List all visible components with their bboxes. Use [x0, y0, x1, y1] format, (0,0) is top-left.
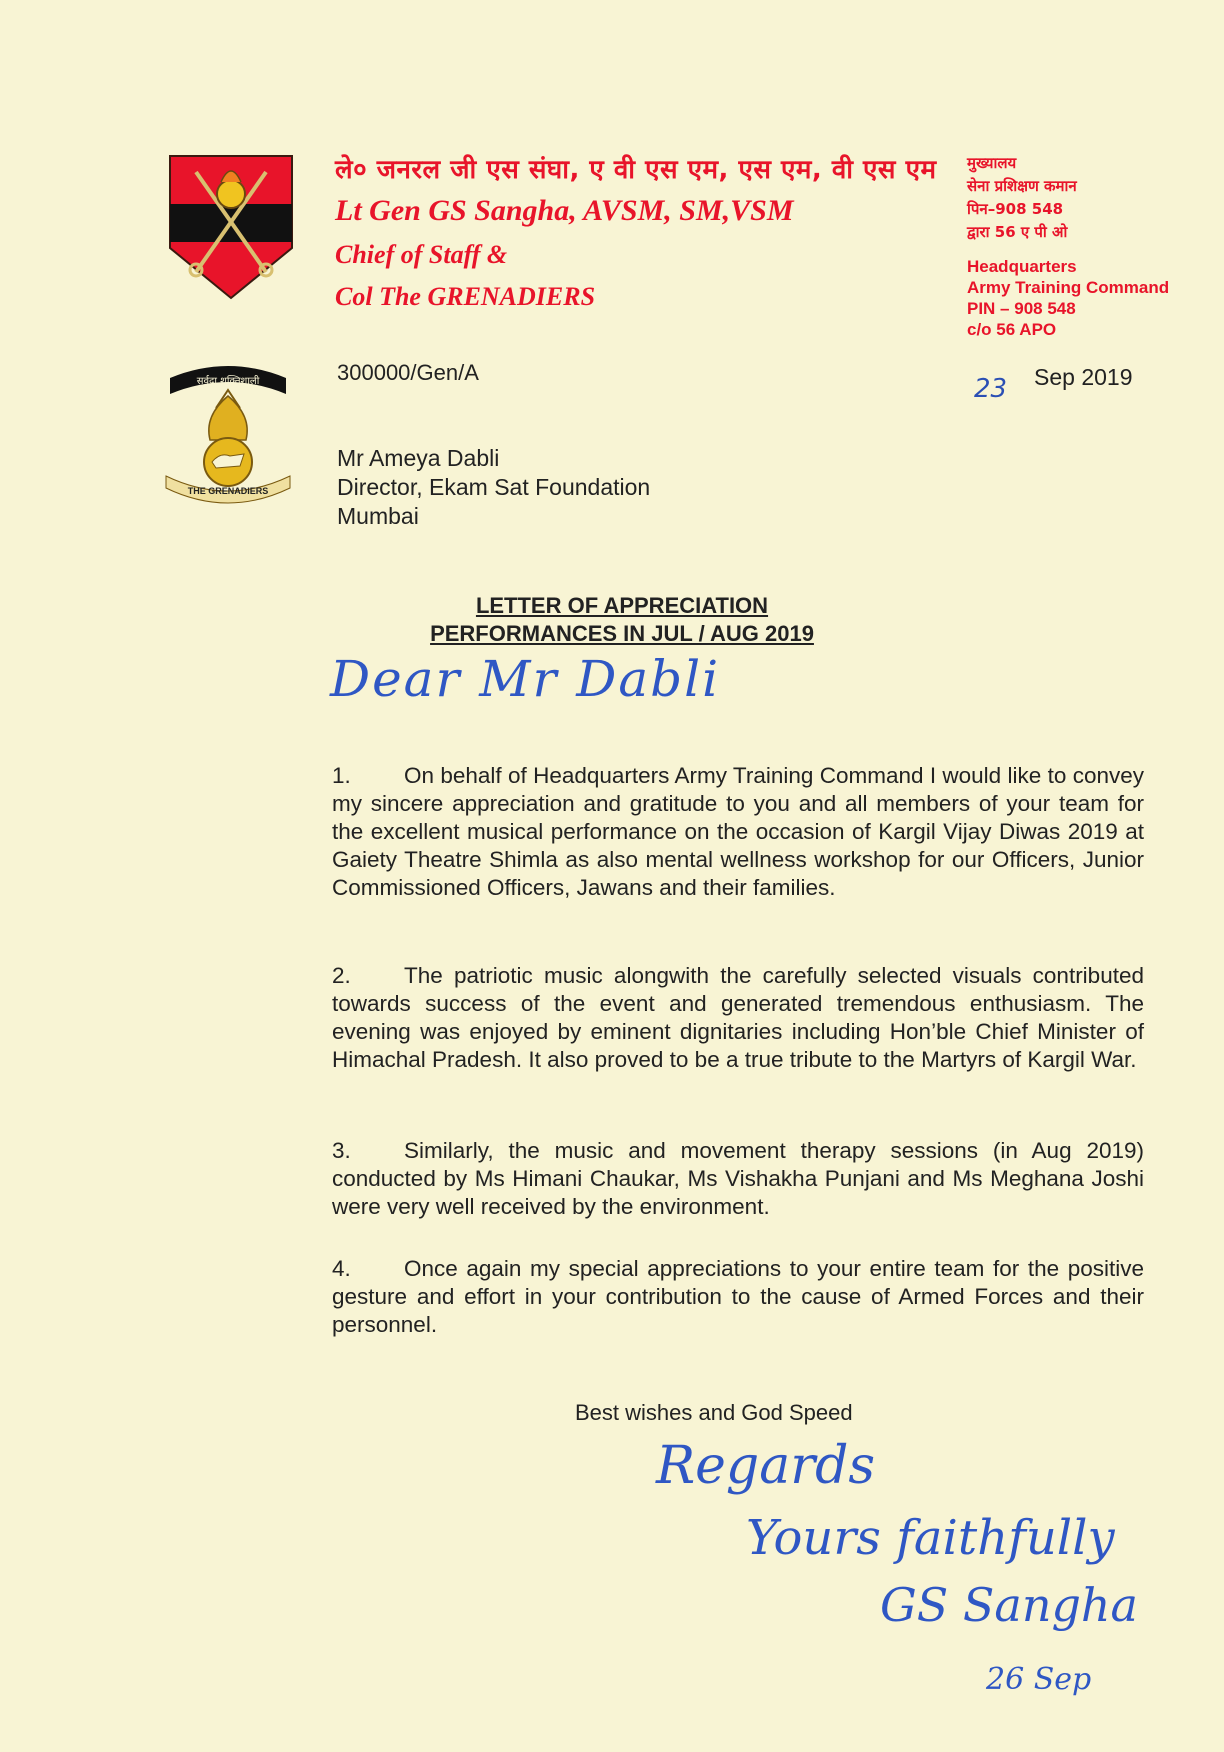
- paragraph-text: Once again my special appreciations to your entire team for the positive gesture and effort in your contribution to the cause of Armed Forces and their personnel.: [332, 1256, 1144, 1337]
- reference-number: 300000/Gen/A: [337, 360, 479, 385]
- badge-scroll-text: सर्वदा शक्तिशाली: [196, 376, 260, 387]
- hq-english-line: Army Training Command: [967, 278, 1170, 297]
- recipient-address: [337, 444, 650, 531]
- paragraph-text: On behalf of Headquarters Army Training Command I would like to convey my sincere appreciation and gratitude to you and all members of your team for the excellent musical performance on the occasion of Kargil Vijay Diwas 2019 at Gaiety Theatre Shimla as also mental wellness workshop for our Officers, Junior Commissioned Officers, Jawans and their families.: [332, 763, 1144, 900]
- hq-english-line: c/o 56 APO: [967, 320, 1057, 339]
- officer-role: Chief of Staff &: [335, 240, 508, 269]
- grenadiers-grenade-badge: [160, 356, 296, 508]
- subject-line-1: LETTER OF APPRECIATION: [475, 593, 769, 618]
- grenadiers-shield-crest: [166, 152, 296, 302]
- paragraph-text: The patriotic music alongwith the carefully selected visuals contributed towards success of the event and generated tremendous enthusiasm. The evening was enjoyed by eminent dignitaries including Hon’ble Chief Minister of Himachal Pradesh. It also proved to be a true tribute to the Martyrs of Kargil War.: [332, 963, 1144, 1072]
- hindi-name: ले० जनरल जी एस संघा, ए वी एस एम, एस एम, वी एस एम: [335, 155, 937, 185]
- recipient-line: Mumbai: [337, 503, 419, 529]
- paragraph-1: [332, 762, 1144, 902]
- paragraph-3: [332, 1137, 1144, 1221]
- handwritten-salutation: Dear Mr Dabli: [330, 650, 721, 708]
- handwritten-regards: Regards: [656, 1436, 876, 1496]
- hq-english-line: PIN – 908 548: [967, 299, 1076, 318]
- badge-ribbon-text: THE GRENADIERS: [187, 486, 269, 496]
- signature: GS Sangha: [880, 1578, 1138, 1632]
- hq-english-line: Headquarters: [967, 257, 1077, 276]
- hq-hindi-line: सेना प्रशिक्षण कमान: [967, 177, 1077, 195]
- paragraph-2: [332, 962, 1144, 1074]
- paragraph-number: 1.: [332, 763, 351, 788]
- handwritten-sign-date: 26 Sep: [986, 1662, 1092, 1697]
- paragraph-number: 3.: [332, 1138, 351, 1163]
- paragraph-number: 2.: [332, 963, 351, 988]
- letterhead-name-block: [335, 150, 937, 312]
- handwritten-yours-faithfully: Yours faithfully: [746, 1510, 1115, 1566]
- subject-heading: [0, 592, 1224, 648]
- paragraph-number: 4.: [332, 1256, 351, 1281]
- subject-line-2: PERFORMANCES IN JUL / AUG 2019: [430, 621, 814, 646]
- hq-hindi-line: मुख्यालय: [967, 154, 1017, 172]
- recipient-line: Mr Ameya Dabli: [337, 445, 500, 471]
- officer-name: Lt Gen GS Sangha, AVSM, SM,VSM: [335, 194, 794, 227]
- handwritten-date-day: 23: [974, 374, 1008, 404]
- hq-hindi-line: पिन–908 548: [967, 200, 1064, 218]
- letter-date: Sep 2019: [1034, 364, 1133, 390]
- officer-regiment: Col The GRENADIERS: [335, 282, 596, 311]
- recipient-line: Director, Ekam Sat Foundation: [337, 474, 651, 500]
- hq-hindi-line: द्वारा 56 ए पी ओ: [967, 223, 1068, 241]
- paragraph-text: Similarly, the music and movement therapy sessions (in Aug 2019) conducted by Ms Himani Chaukar, Ms Vishakha Punjani and Ms Meghana Joshi were very well received by the environment.: [332, 1138, 1144, 1219]
- closing-line: Best wishes and God Speed: [575, 1400, 853, 1425]
- paragraph-4: [332, 1255, 1144, 1339]
- headquarters-address: [967, 152, 1169, 340]
